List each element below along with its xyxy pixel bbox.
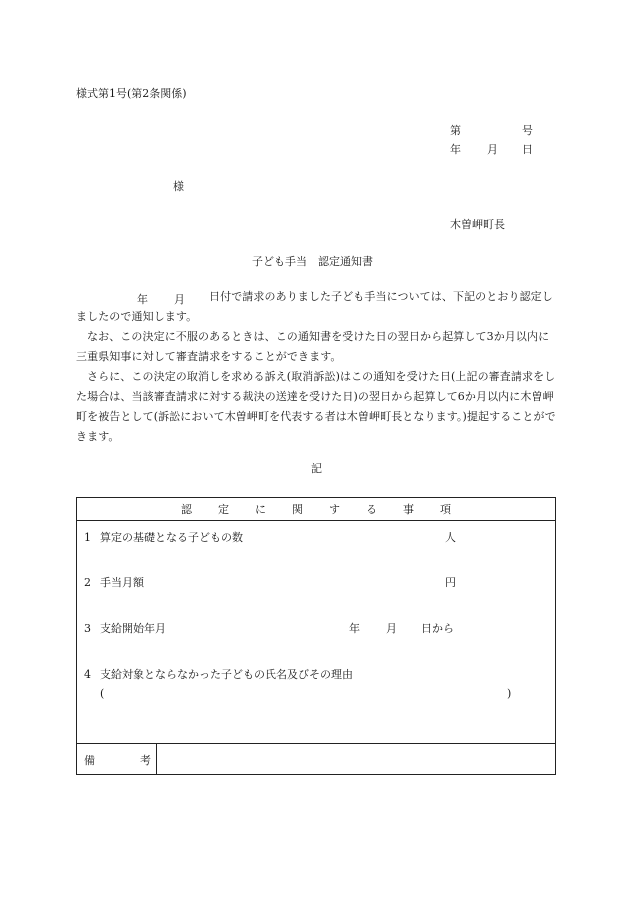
date-year: 年: [450, 143, 461, 156]
item-2-label: 手当月額: [100, 576, 144, 589]
paragraph-3: さらに、この決定の取消しを求める訴え(取消訴訟)はこの通知を受けた日(上記の審査請求をした場合は、当該審査請求に対する裁決の送達を受けた日)の翌日から起算して6か月以内に木曽岬町を被告として(訴訟において木曽岬町を代表する者は木曽岬町長となります。)提起することができます。: [76, 370, 556, 443]
para1-year: 年: [137, 293, 148, 306]
document-title: 子ども手当 認定通知書: [252, 255, 373, 268]
ki-marker: 記: [311, 462, 322, 475]
item-1-label: 算定の基礎となる子どもの数: [100, 531, 243, 544]
item-3-day: 日から: [421, 622, 454, 635]
remarks-divider: [77, 743, 555, 744]
paragraph-2: なお、この決定に不服のあるときは、この通知書を受けた日の翌日から起算して3か月以内に三重県知事に対して審査請求をすることができます。: [76, 330, 550, 363]
table-header: 認 定 に 関 す る 事 項: [181, 503, 451, 516]
item-4-open-paren: (: [100, 687, 105, 700]
header-divider: [77, 520, 555, 521]
number-prefix: 第: [450, 124, 461, 137]
issuer: 木曽岬町長: [450, 218, 505, 231]
remarks-label-2: 考: [140, 754, 151, 767]
item-1-number: 1: [84, 531, 91, 544]
paragraph-1: 日付で請求のありました子ども手当については、下記のとおり認定しましたので通知します。: [76, 290, 553, 323]
item-2-unit: 円: [445, 576, 456, 589]
item-3-month: 月: [386, 622, 397, 635]
para1-month: 月: [174, 293, 185, 306]
form-label: 様式第1号(第2条関係): [76, 87, 187, 100]
date-month: 月: [487, 143, 498, 156]
item-2-number: 2: [84, 576, 91, 589]
number-suffix: 号: [522, 124, 533, 137]
item-4-number: 4: [84, 668, 91, 681]
item-3-number: 3: [84, 622, 91, 635]
item-1-unit: 人: [445, 531, 456, 544]
item-3-label: 支給開始年月: [100, 622, 166, 635]
remarks-label-1: 備: [84, 754, 95, 767]
item-4-label: 支給対象とならなかった子どもの氏名及びその理由: [100, 668, 353, 681]
date-day: 日: [522, 143, 533, 156]
addressee-suffix: 様: [173, 180, 184, 193]
certification-table: [76, 497, 556, 775]
item-3-year: 年: [349, 622, 360, 635]
remarks-column-divider: [156, 743, 157, 774]
item-4-close-paren: ): [507, 687, 512, 700]
